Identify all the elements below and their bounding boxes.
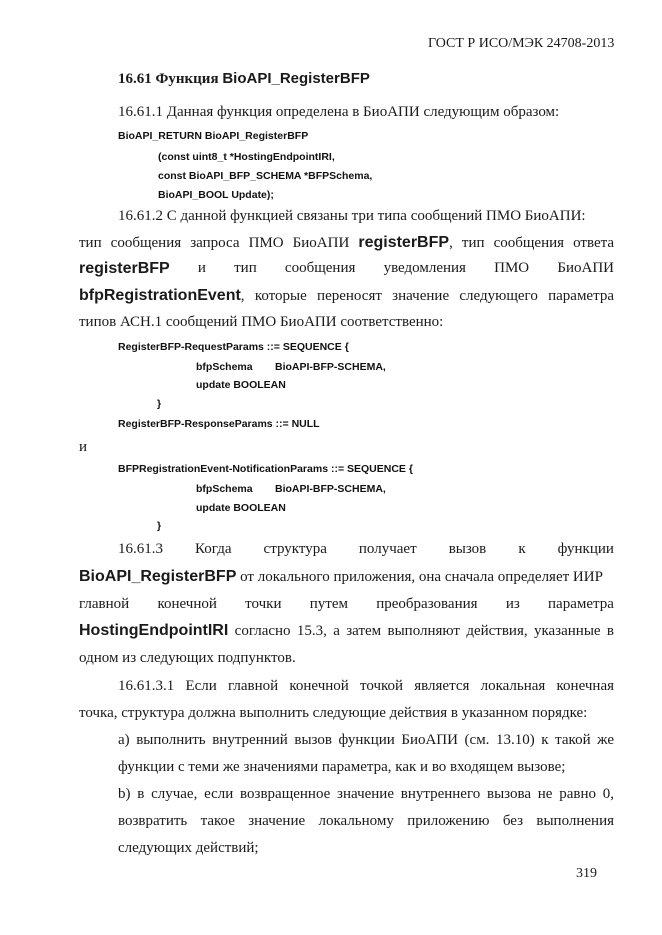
word: 16.61.3 [118, 541, 163, 557]
word: конечной [157, 596, 217, 612]
code-line-1: BioAPI_RETURN BioAPI_RegisterBFP [118, 130, 309, 142]
word: и [197, 260, 206, 276]
word: к [518, 541, 526, 557]
asn1-event-field-1-name: bfpSchema [196, 483, 253, 495]
paragraph-16-61-3-line-1 [118, 541, 614, 558]
message-name-bfp-registration-event: bfpRegistrationEvent [79, 287, 241, 304]
function-name-bioapi-registerbfp: BioAPI_RegisterBFP [79, 568, 237, 585]
text-run: согласно 15.3, а затем выполняют действия, указанные в [228, 623, 614, 639]
paragraph-16-61-3-1-line-2: точка, структура должна выполнить следующие действия в указанном порядке: [79, 705, 588, 721]
asn1-event-head: BFPRegistrationEvent-NotificationParams ::= SEQUENCE { [118, 463, 413, 475]
page-number: 319 [576, 866, 597, 881]
conjunction: и [79, 439, 88, 455]
list-item-a-line-2: функции с теми же значениями параметра, как и во входящем вызове; [118, 759, 566, 775]
list-item-b-line-1: b) в случае, если возвращенное значение внутреннего вызова не равно 0, [118, 786, 614, 802]
word: уведомления [383, 260, 466, 276]
paragraph-16-61-3-line-5: одном из следующих подпунктов. [79, 650, 296, 666]
paragraph-16-61-2-line-4 [79, 287, 614, 305]
text-run: , которые переносят значение следующего параметра [240, 288, 614, 304]
asn1-event-close: } [157, 520, 162, 532]
word: из [505, 596, 520, 612]
asn1-request-field-2: update BOOLEAN [196, 379, 286, 391]
word: преобразования [376, 596, 478, 612]
asn1-response: RegisterBFP-ResponseParams ::= NULL [118, 418, 320, 430]
paragraph-16-61-2-line-3 [79, 260, 614, 278]
word: сообщения [284, 260, 356, 276]
asn1-event-field-2: update BOOLEAN [196, 502, 286, 514]
paragraph-16-61-3-line-3 [79, 596, 614, 613]
asn1-event-field-1-type: BioAPI-BFP-SCHEMA, [275, 483, 386, 495]
paragraph-16-61-3-1-line-1: 16.61.3.1 Если главной конечной точкой является локальная конечная [118, 678, 614, 694]
word: путем [309, 596, 348, 612]
paragraph-16-61-1: 16.61.1 Данная функция определена в БиоАПИ следующим образом: [118, 104, 560, 120]
word: структура [263, 541, 327, 557]
asn1-request-field-1-name: bfpSchema [196, 361, 253, 373]
section-title-func: BioAPI_RegisterBFP [222, 70, 370, 87]
paragraph-16-61-2-line-1: 16.61.2 С данной функцией связаны три типа сообщений ПМО БиоАПИ: [118, 208, 586, 224]
list-item-b-line-2: возвратить такое значение локальному приложению без выполнения [118, 813, 614, 829]
code-line-4: BioAPI_BOOL Update); [158, 189, 274, 201]
word: Когда [195, 541, 232, 557]
code-line-3: const BioAPI_BFP_SCHEMA *BFPSchema, [158, 170, 373, 182]
asn1-request-field-1-type: BioAPI-BFP-SCHEMA, [275, 361, 386, 373]
paragraph-16-61-3-line-2 [79, 568, 603, 586]
text-run: от локального приложения, она сначала определяет ИИР [236, 569, 603, 585]
parameter-name-hosting-endpoint-iri: HostingEndpointIRI [79, 622, 229, 639]
paragraph-16-61-2-line-5: типов АСН.1 сообщений ПМО БиоАПИ соответственно: [79, 314, 444, 330]
section-title [118, 70, 370, 88]
section-title-prefix: 16.61 Функция [118, 71, 223, 87]
word: главной [79, 596, 130, 612]
word: точки [245, 596, 282, 612]
word: получает [358, 541, 417, 557]
word: БиоАПИ [557, 260, 614, 276]
word: тип [234, 260, 257, 276]
list-item-b-line-3: следующих действий; [118, 840, 259, 856]
message-name-register-bfp: registerBFP [79, 260, 170, 277]
word: функции [557, 541, 614, 557]
code-line-2: (const uint8_t *HostingEndpointIRI, [158, 151, 335, 163]
word: параметра [548, 596, 614, 612]
word: вызов [448, 541, 487, 557]
asn1-request-head: RegisterBFP-RequestParams ::= SEQUENCE { [118, 341, 349, 353]
paragraph-16-61-2-line-2 [79, 234, 614, 252]
message-name-register-bfp: registerBFP [358, 234, 450, 251]
word: ПМО [494, 260, 530, 276]
standard-header: ГОСТ Р ИСО/МЭК 24708-2013 [428, 36, 615, 51]
text-run: , тип сообщения ответа [449, 235, 614, 251]
paragraph-16-61-3-line-4 [79, 622, 614, 640]
asn1-request-close: } [157, 398, 162, 410]
text-run: тип сообщения запроса ПМО БиоАПИ [79, 235, 359, 251]
list-item-a-line-1: а) выполнить внутренний вызов функции БиоАПИ (см. 13.10) к такой же [118, 732, 614, 748]
